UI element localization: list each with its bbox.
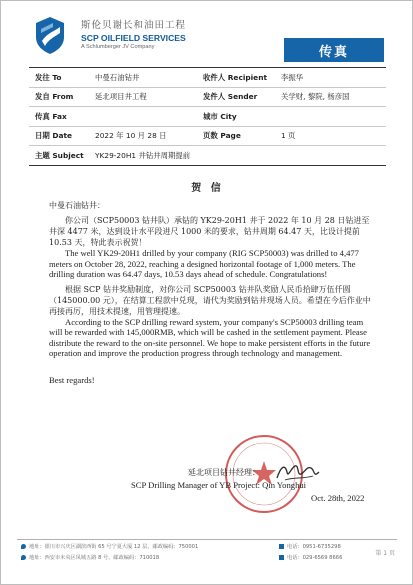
logo-mark-icon (33, 15, 67, 55)
info-row-fax (29, 107, 386, 127)
sender-label: 发件人 Sender (203, 92, 258, 102)
subject-value: YK29-20H1 井钻井周期提前 (95, 150, 191, 160)
letter-title: 贺 信 (191, 183, 224, 194)
letter-body (49, 197, 377, 385)
footer-phone-1: 电话：0951-6735298 (287, 544, 341, 550)
from-label: 发自 From (35, 92, 74, 102)
pages-value: 1 页 (281, 131, 296, 141)
signatory-title-english: SCP Drilling Manager of YB Project: Qin Yonghui (131, 480, 307, 490)
signatory-title-chinese: 延北项目钻井经理： (188, 468, 260, 477)
location-pin-icon (21, 555, 26, 560)
page-number: 第 1 页 (375, 550, 395, 557)
sender-value: 关学财, 黎院, 杨彦国 (281, 92, 350, 102)
company-logo (33, 13, 213, 59)
logo-chinese-name: 斯伦贝谢长和油田工程 (81, 20, 187, 31)
footer-address-2: 地址：西安市未央区凤城五路 8 号，邮政编码：710018 (29, 555, 160, 561)
info-row-date (29, 127, 386, 147)
info-row-from (29, 88, 386, 108)
recipient-value: 李振华 (281, 72, 304, 82)
fax-label: 传真 Fax (35, 111, 67, 121)
subject-label: 主题 Subject (35, 150, 84, 160)
location-pin-icon (21, 544, 26, 549)
footer-phone-2: 电话：029-6569 8666 (287, 555, 343, 561)
logo-subtitle: A Schlumberger JV Company (81, 44, 155, 50)
to-label: 发往 To (35, 72, 62, 82)
fax-info-table (29, 67, 386, 166)
city-label: 城市 City (203, 111, 237, 121)
pages-label: 页数 Page (203, 131, 241, 141)
from-value: 延北项目井工程 (95, 92, 147, 102)
paragraph-2-chinese: 根据 SCP 钻井奖励制度，对你公司 SCP50003 钻井队奖励人民币拾肆万伍仟圆（145000.00 元），在结算工程款中兑现，请代为奖励到钻井现场人员。希望在今后作业中再接再厉，用技术提速，用管理提速。 (49, 284, 371, 316)
to-value: 中曼石油钻井 (95, 72, 140, 82)
logo-english-name: SCP OILFIELD SERVICES (81, 33, 186, 43)
paragraph-1-english: The well YK29-20H1 drilled by your company (RIG SCP50003) was drilled to 4,477 meters on October 28, 2022, reaching a designed horizontal footage of 1,000 meters. The drilling duration was 64.47 days, 10.53 days ahead of schedule. Congratulations! (49, 248, 359, 279)
info-row-subject (29, 146, 386, 166)
footer-address-1: 地址：银川市兴庆区湖滨西街 65 号宁夏大厦 12 层，邮政编码：750001 (29, 544, 199, 550)
paragraph-2-english: According to the SCP drilling reward system, your company's SCP50003 drilling team will be rewarded with 145,000RMB, which will be cashed in the settlement payment. Please distribute the reward to the on-site personnel. We hope to make persistent efforts in the future operation and improve the production progress through technology and management. (49, 316, 371, 358)
closing-regards: Best regards! (49, 374, 95, 385)
document-footer (17, 539, 397, 568)
date-value: 2022 年 10 月 28 日 (95, 131, 167, 141)
fax-title-badge: 传真 (284, 38, 384, 62)
info-row-to (29, 68, 386, 88)
date-label: 日期 Date (35, 131, 73, 141)
signature-date: Oct. 28th, 2022 (311, 493, 365, 503)
phone-icon (279, 555, 284, 560)
paragraph-1-chinese: 你公司（SCP50003 钻井队）承钻的 YK29-20H1 井于 2022 年 10 月 28 日钻进至井深 4477 米，达到设计水平段进尺 1000 米的要求，钻井周期 64.47 天，比设计提前 10.53 天，特此表示祝贺！ (49, 216, 370, 247)
letter-greeting: 中曼石油钻井： (49, 201, 105, 210)
recipient-label: 收件人 Recipient (203, 72, 267, 82)
phone-icon (279, 544, 284, 549)
